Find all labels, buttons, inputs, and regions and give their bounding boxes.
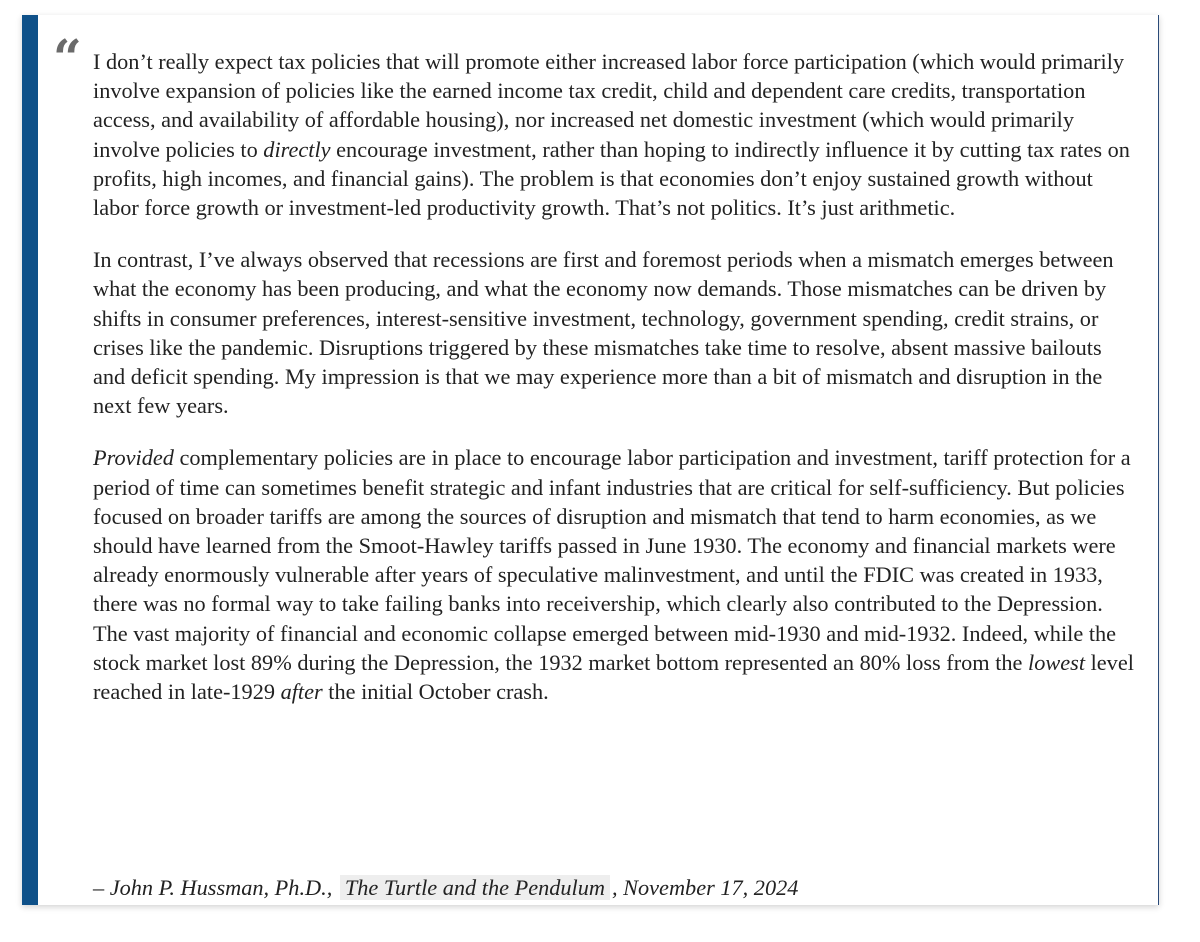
quote-mark-icon: “ xyxy=(53,28,79,87)
emphasis-provided: Provided xyxy=(93,445,174,471)
attribution-date: , November 17, 2024 xyxy=(611,875,799,900)
blockquote-card xyxy=(22,15,1159,905)
emphasis-directly: directly xyxy=(263,136,331,162)
attribution-author: – John P. Hussman, Ph.D., xyxy=(93,875,338,900)
article-title-link[interactable]: The Turtle and the Pendulum xyxy=(340,875,610,900)
quote-body xyxy=(93,47,1138,706)
quote-attribution xyxy=(93,873,798,902)
quote-paragraph-1: I don’t really expect tax policies that will promote either increased labor force participation (which would primarily involve expansion of policies like the earned income tax credit, child and dependent care credits, transportation access, and availability of affordable housing), nor increased net domestic investment (which would primarily involve policies to directly encourage investment, rather than hoping to indirectly influence it by cutting tax rates on profits, high incomes, and financial gains). The problem is that economies don’t enjoy sustained growth without labor force growth or investment-led productivity growth. That’s not politics. It’s just arithmetic. xyxy=(93,49,1130,221)
emphasis-after: after xyxy=(280,679,323,705)
emphasis-lowest: lowest xyxy=(1028,649,1086,675)
blockquote-accent-bar xyxy=(22,15,38,905)
quote-paragraph-2: In contrast, I’ve always observed that recessions are first and foremost periods when a mismatch emerges between what the economy has been producing, and what the economy now demands. Those mismatches can be driven by shifts in consumer preferences, interest-sensitive investment, technology, government spending, credit strains, or crises like the pandemic. Disruptions triggered by these mismatches take time to resolve, absent massive bailouts and deficit spending. My impression is that we may experience more than a bit of mismatch and disruption in the next few years. xyxy=(93,247,1114,419)
quote-paragraph-3: Provided complementary policies are in place to encourage labor participation and investment, tariff protection for a period of time can sometimes benefit strategic and infant industries that are critical for self-sufficiency. But policies focused on broader tariffs are among the sources of disruption and mismatch that tend to harm economies, as we should have learned from the Smoot-Hawley tariffs passed in June 1930. The economy and financial markets were already enormously vulnerable after years of speculative malinvestment, and until the FDIC was created in 1933, there was no formal way to take failing banks into receivership, which clearly also contributed to the Depression. The vast majority of financial and economic collapse emerged between mid-1930 and mid-1932. Indeed, while the stock market lost 89% during the Depression, the 1932 market bottom represented an 80% loss from the lowest level reached in late-1929 after the initial October crash. xyxy=(93,445,1134,705)
